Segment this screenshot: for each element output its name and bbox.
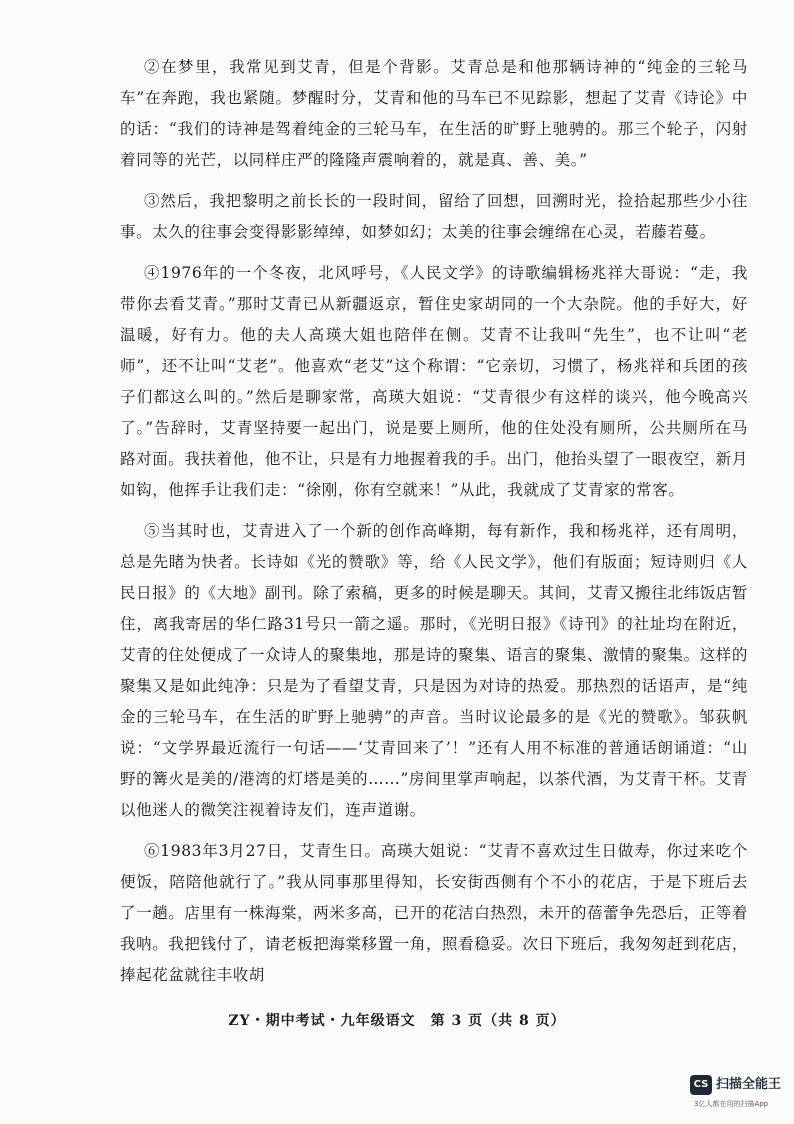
- camscanner-logo-icon: CS: [690, 1075, 712, 1095]
- paragraph-4: ④1976年的一个冬夜，北风呼号，《人民文学》的诗歌编辑杨兆祥大哥说：“走，我带你去看艾青。”那时艾青已从新疆返京，暂住史家胡同的一个大杂院。他的手好大，好温暖，好有力。他的夫人高瑛大姐也陪伴在侧。艾青不让我叫“先生”，也不让叫“老师”，还不让叫“艾老”。他喜欢“老艾”这个称谓：“它亲切，习惯了，杨兆祥和兵团的孩子们都这么叫的。”然后是聊家常，高瑛大姐说：“艾青很少有这样的谈兴，他今晚高兴了。”告辞时，艾青坚持要一起出门，说是要上厕所，他的住处没有厕所，公共厕所在马路对面。我扶着他，他不让，只是有力地握着我的手。出门，他抬头望了一眼夜空，新月如钩，他挥手让我们走：“徐刚，你有空就来！”从此，我就成了艾青家的常客。: [120, 264, 748, 499]
- scanner-watermark: [690, 1075, 794, 1115]
- paragraph-6: ⑥1983年3月27日，艾青生日。高瑛大姐说：“艾青不喜欢过生日做寿，你过来吃个便饭，陪陪他就行了。”我从同事那里得知，长安街西侧有个不小的花店，于是下班后去了一趟。店里有一株海棠，两米多高，已开的花洁白热烈，未开的蓓蕾争先恐后，正等着我呐。我把钱付了，请老板把海棠移置一角，照看稳妥。次日下班后，我匆匆赶到花店，捧起花盆就往丰收胡: [120, 842, 748, 984]
- watermark-tagline: 3亿人都在用的扫描App: [694, 1100, 769, 1108]
- paragraph-2: ②在梦里，我常见到艾青，但是个背影。艾青总是和他那辆诗神的“纯金的三轮马车”在奔跑，我也紧随。梦醒时分，艾青和他的马车已不见踪影，想起了艾青《诗论》中的话：“我们的诗神是驾着纯金的三轮马车，在生活的旷野上驰骋的。那三个轮子，闪射着同等的光芒，以同样庄严的隆隆声震响着的，就是真、善、美。”: [120, 58, 748, 169]
- page-footer: ZY・期中考试・九年级语文 第 3 页（共 8 页）: [228, 1013, 566, 1029]
- article-body: [120, 52, 748, 1001]
- paragraph-3: ③然后，我把黎明之前长长的一段时间，留给了回想，回溯时光，捡拾起那些少小往事。太久的往事会变得影影绰绰，如梦如幻；太美的往事会缠绵在心灵，若藤若蔓。: [120, 192, 748, 241]
- paragraph-5: ⑤当其时也，艾青进入了一个新的创作高峰期，每有新作，我和杨兆祥，还有周明，总是先睹为快者。长诗如《光的赞歌》等，给《人民文学》，他们有版面；短诗则归《人民日报》的《大地》副刊。除了索稿，更多的时候是聊天。其间，艾青又搬往北纬饭店暂住，离我寄居的华仁路31号只一箭之遥。那时，《光明日报》《诗刊》的社址均在附近，艾青的住处便成了一众诗人的聚集地，那是诗的聚集、语言的聚集、激情的聚集。这样的聚集又是如此纯净：只是为了看望艾青，只是因为对诗的热爱。那热烈的话语声，是“纯金的三轮马车，在生活的旷野上驰骋”的声音。当时议论最多的是《光的赞歌》。邹荻帆说：“文学界最近流行一句话——‘艾青回来了’！”还有人用不标准的普通话朗诵道：“山野的篝火是美的/港湾的灯塔是美的……”房间里掌声响起，以茶代酒，为艾青干杯。艾青以他迷人的微笑注视着诗友们，连声道谢。: [120, 522, 748, 819]
- watermark-app-name: 扫描全能王: [716, 1077, 782, 1092]
